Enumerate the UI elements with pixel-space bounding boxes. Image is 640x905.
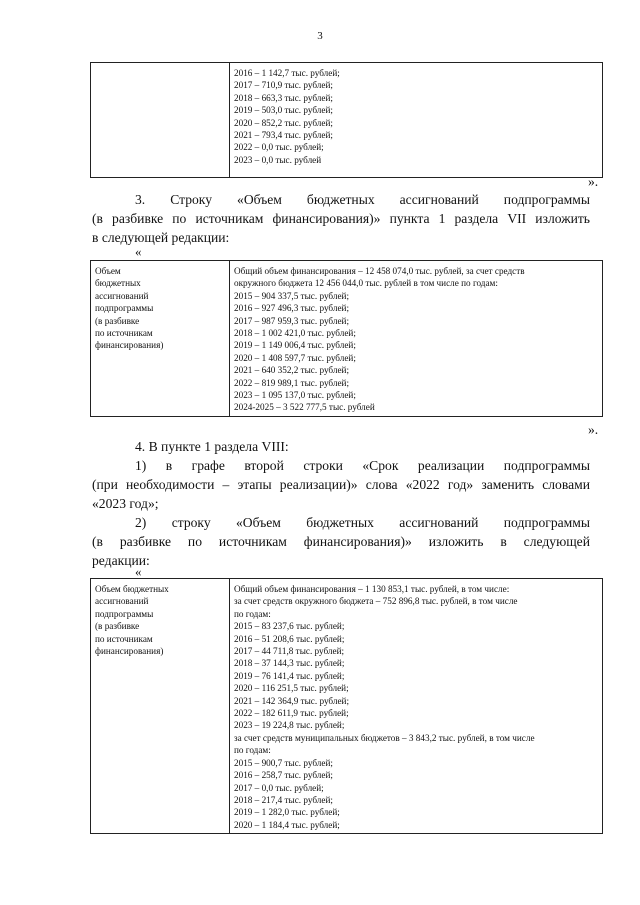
para4-heading: 4. В пункте 1 раздела VIII: bbox=[135, 439, 289, 454]
para4-item2-line2: (в разбивке по источникам финансирования)» изложить в следующей bbox=[92, 534, 590, 549]
table1-left-cell bbox=[91, 63, 230, 178]
table3-left-line: Объем бюджетных bbox=[95, 584, 169, 594]
table2-line: 2015 – 904 337,5 тыс. рублей; bbox=[234, 290, 349, 301]
table2-line: 2022 – 819 989,1 тыс. рублей; bbox=[234, 377, 349, 388]
table3-left-line: по источникам bbox=[95, 633, 153, 644]
table2-left-line: Объем bbox=[95, 266, 121, 276]
table2-line: 2023 – 1 095 137,0 тыс. рублей; bbox=[234, 390, 356, 401]
table3-line: 2023 – 19 224,8 тыс. рублей; bbox=[234, 720, 345, 731]
table3-line: за счет средств муниципальных бюджетов – 3 843,2 тыс. рублей, в том числе bbox=[234, 732, 535, 743]
table1-right-cell bbox=[230, 63, 603, 178]
table-funding-continuation bbox=[90, 62, 603, 178]
table1-line: 2018 – 663,3 тыс. рублей; bbox=[234, 92, 333, 103]
para3-line3: в следующей редакции: bbox=[92, 230, 230, 245]
table2-line: Общий объем финансирования – 12 458 074,0 тыс. рублей, за счет средств bbox=[234, 266, 525, 276]
table3-line: 2016 – 258,7 тыс. рублей; bbox=[234, 770, 333, 781]
table3-line: 2020 – 116 251,5 тыс. рублей; bbox=[234, 683, 349, 694]
close-quote-2: ». bbox=[588, 422, 599, 437]
table2-line: 2019 – 1 149 006,4 тыс. рублей; bbox=[234, 340, 356, 351]
table3-line: по годам: bbox=[234, 745, 271, 756]
table2-left-line: (в разбивке bbox=[95, 315, 140, 326]
close-quote-1: ». bbox=[588, 174, 599, 189]
table3-line: 2016 – 51 208,6 тыс. рублей; bbox=[234, 633, 345, 644]
table1-line: 2022 – 0,0 тыс. рублей; bbox=[234, 142, 324, 153]
table3-line: 2020 – 1 184,4 тыс. рублей; bbox=[234, 819, 340, 830]
para3-line2: (в разбивке по источникам финансирования)» пункта 1 раздела VII изложить bbox=[92, 211, 590, 226]
table3-left-line: подпрограммы bbox=[95, 608, 154, 619]
table2-line: 2018 – 1 002 421,0 тыс. рублей; bbox=[234, 328, 356, 339]
table3-left-line: финансирования) bbox=[95, 646, 164, 657]
table3-line: 2022 – 182 611,9 тыс. рублей; bbox=[234, 708, 349, 719]
table1-line: 2019 – 503,0 тыс. рублей; bbox=[234, 105, 333, 116]
page-number: 3 bbox=[317, 30, 323, 42]
table2-left-cell bbox=[91, 261, 230, 417]
open-quote-3: « bbox=[135, 564, 142, 579]
para4-item1-line1: 1) в графе второй строки «Срок реализации подпрограммы bbox=[135, 458, 590, 473]
table1-line: 2020 – 852,2 тыс. рублей; bbox=[234, 117, 333, 128]
para4-item1-line2: (при необходимости – этапы реализации)» слова «2022 год» заменить словами bbox=[92, 477, 590, 492]
table2-left-line: финансирования) bbox=[95, 340, 164, 351]
table3-left-line: ассигнований bbox=[95, 596, 149, 607]
table3-line: 2018 – 217,4 тыс. рублей; bbox=[234, 794, 333, 805]
table2-left-line: ассигнований bbox=[95, 290, 149, 301]
table2-line: 2021 – 640 352,2 тыс. рублей; bbox=[234, 365, 349, 376]
table3-line: 2017 – 44 711,8 тыс. рублей; bbox=[234, 646, 345, 657]
table1-line: 2016 – 1 142,7 тыс. рублей; bbox=[234, 68, 340, 78]
para4-item2-line3: редакции: bbox=[92, 553, 150, 568]
table1-line: 2023 – 0,0 тыс. рублей bbox=[234, 154, 322, 165]
table2-left-line: по источникам bbox=[95, 328, 153, 339]
table2-right-cell bbox=[230, 261, 603, 417]
table3-line: 2018 – 37 144,3 тыс. рублей; bbox=[234, 658, 345, 669]
table2-line: 2020 – 1 408 597,7 тыс. рублей; bbox=[234, 352, 356, 363]
table3-line: 2015 – 83 237,6 тыс. рублей; bbox=[234, 621, 345, 632]
table2-line: окружного бюджета 12 456 044,0 тыс. рублей в том числе по годам: bbox=[234, 278, 498, 289]
para4-item2-line1: 2) строку «Объем бюджетных ассигнований подпрограммы bbox=[135, 515, 590, 530]
table3-left-cell bbox=[91, 579, 230, 834]
para4-item1-line3: «2023 год»; bbox=[92, 496, 159, 511]
table2-line: 2016 – 927 496,3 тыс. рублей; bbox=[234, 303, 349, 314]
table3-line: 2021 – 142 364,9 тыс. рублей; bbox=[234, 695, 349, 706]
table-budget-allocations-viii bbox=[90, 578, 603, 834]
table3-line: за счет средств окружного бюджета – 752 896,8 тыс. рублей, в том числе bbox=[234, 596, 518, 607]
table1-line: 2017 – 710,9 тыс. рублей; bbox=[234, 80, 333, 91]
table3-line: 2019 – 1 282,0 тыс. рублей; bbox=[234, 807, 340, 818]
table3-right-cell bbox=[230, 579, 603, 834]
table2-line: 2017 – 987 959,3 тыс. рублей; bbox=[234, 315, 349, 326]
table3-line: 2015 – 900,7 тыс. рублей; bbox=[234, 757, 333, 768]
table3-left-line: (в разбивке bbox=[95, 621, 140, 632]
table3-line: 2019 – 76 141,4 тыс. рублей; bbox=[234, 670, 345, 681]
para3-line1: 3. Строку «Объем бюджетных ассигнований подпрограммы bbox=[135, 192, 590, 207]
table2-left-line: бюджетных bbox=[95, 278, 141, 289]
table3-line: Общий объем финансирования – 1 130 853,1 тыс. рублей, в том числе: bbox=[234, 584, 510, 594]
table3-line: 2017 – 0,0 тыс. рублей; bbox=[234, 782, 324, 793]
table-budget-allocations-vii bbox=[90, 260, 603, 417]
table2-left-line: подпрограммы bbox=[95, 303, 154, 314]
table2-line: 2024-2025 – 3 522 777,5 тыс. рублей bbox=[234, 402, 375, 413]
open-quote-2: « bbox=[135, 244, 142, 259]
table1-line: 2021 – 793,4 тыс. рублей; bbox=[234, 130, 333, 141]
table3-line: по годам: bbox=[234, 608, 271, 619]
